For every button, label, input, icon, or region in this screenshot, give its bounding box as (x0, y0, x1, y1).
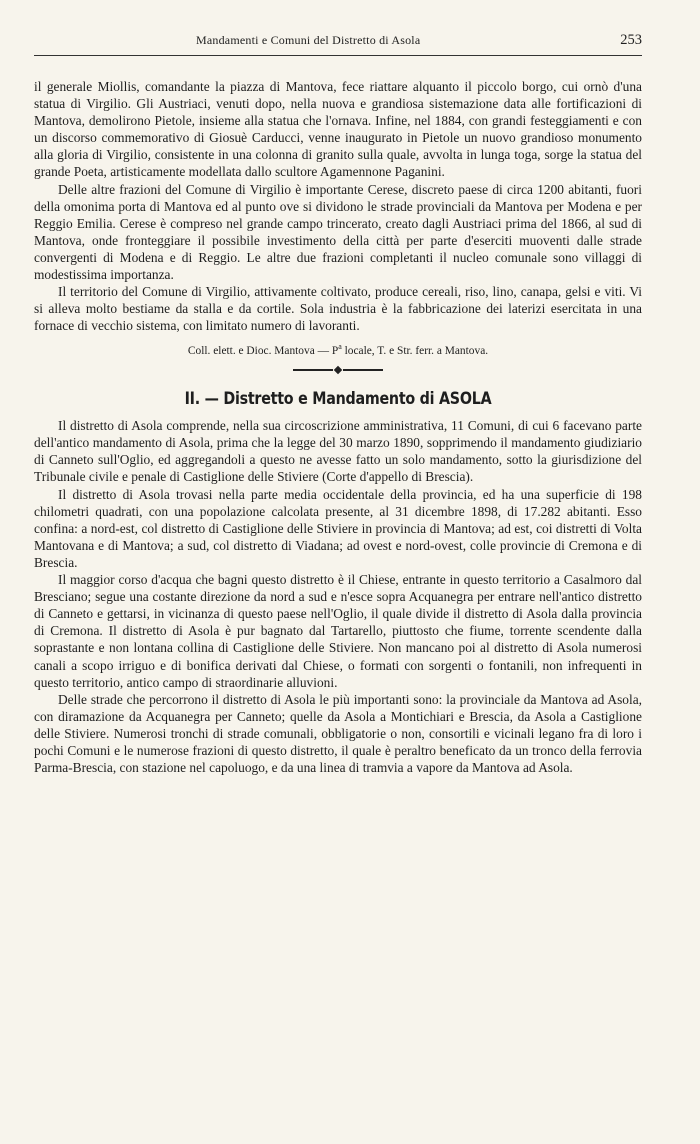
paragraph-miollis: il generale Miollis, comandante la piazza di Mantova, fece riattare alquanto il piccolo borgo, cui ornò d'una statua di Virgilio. Gli Austriaci, venuti dopo, nella nuova e grandiosa sistemazione data alle fortificazioni di Mantova, demolirono Pietole, insieme alla statua che l'ornava. Infine, nel 1884, con grandi festeggiamenti e con un discorso commemorativo di Giosuè Carducci, venne inaugurato in Pietole un nuovo grandioso monumento alla gloria di Virgilio, consistente in una colonna di granito sulla quale, avvolta in lunga toga, sorge la statua del grande Poeta, artisticamente modellata dallo scultore Agamennone Paganini. (34, 79, 642, 180)
electoral-note-text: Coll. elett. e Dioc. Mantova — P (187, 345, 339, 358)
page-header (34, 32, 642, 56)
paragraph-strade: Delle strade che percorrono il distretto di Asola le più importanti sono: la provinciale da Mantova ad Asola, con diramazione da Acquanegra per Canneto; quelle da Asola a Montichiari e Brescia, da Asola a Castiglione delle Stiviere. Numerosi tronchi di strade comunali, obbligatorie o non, consortili e vicinali legano fra di loro i pochi Comuni e le numerose frazioni di questo distretto, il quale è peraltro beneficato da un tronco della ferrovia Parma-Brescia, con stazione nel capoluogo, e da una linea di tramvia a vapore da Mantova ad Asola. (34, 691, 642, 776)
page-number: 253 (620, 32, 642, 48)
paragraph-cerese: Delle altre frazioni del Comune di Virgilio è importante Cerese, discreto paese di circa 1200 abitanti, fuori della omonima porta di Mantova ed al punto ove si dividono le strade provinciali da Mantova per Modena e per Reggio Emilia. Cerese è compreso nel grande campo trincerato, creato dagli Austriaci prima del 1866, al sud di Mantova, onde fronteggiare il possibile investimento della città per parte d'eserciti muoventi dalle strade convergenti di Modena e di Reggio. Le altre due frazioni completanti il nucleo comunale sono villaggi di modestissima importanza. (34, 181, 642, 283)
section-heading: II. — Distretto e Mandamento di ASOLA (184, 389, 492, 410)
running-title: Mandamenti e Comuni del Distretto di Asola (196, 33, 421, 47)
electoral-note (34, 339, 642, 359)
electoral-note-superscript: a (338, 342, 342, 352)
section-ornament (34, 365, 642, 375)
electoral-note-text-end: locale, T. e Str. ferr. a Mantova. (341, 345, 489, 358)
book-page (34, 32, 642, 776)
paragraph-territorio-virgilio: Il territorio del Comune di Virgilio, attivamente coltivato, produce cereali, riso, lino, canapa, gelsi e viti. Vi si alleva molto bestiame da stalla e da cortile. Sola industria è la fabbricazione dei laterizi esercitata in una fornace di vecchio sistema, con limitato numero di lavoranti. (34, 284, 642, 334)
paragraph-posizione-confini: Il distretto di Asola trovasi nella parte media occidentale della provincia, ed ha una superficie di 198 chilometri quadrati, con una popolazione calcolata presente, al 31 dicembre 1898, di 17.282 abitanti. Esso confina: a nord-est, col distretto di Castiglione delle Stiviere in provincia di Mantova; ad est, coi distretti di Volta Mantovana e di Mantova; a sud, col distretto di Viadana; ad ovest e nord-ovest, colle provincie di Cremona e di Brescia. (34, 486, 642, 570)
paragraph-distretto-comprende: Il distretto di Asola comprende, nella sua circoscrizione amministrativa, 11 Comuni, di cui 6 facevano parte dell'antico mandamento di Asola, prima che la legge del 30 marzo 1890, sopprimendo il mandamento giudiziario di Canneto sull'Oglio, ed aggregandoli a questo ne avesse fatto un solo mandamento, sotto la giurisdizione del Tribunale civile e penale di Castiglione delle Stiviere (Corte d'appello di Brescia). (34, 418, 642, 485)
paragraph-corsi-acqua: Il maggior corso d'acqua che bagni questo distretto è il Chiese, entrante in questo territorio a Casalmoro dal Bresciano; segue una costante direzione da nord a sud e n'esce sopra Acquanegra per entrare nell'antico distretto di Canneto e gettarsi, in vicinanza di questo paese nell'Oglio, il quale divide il distretto di Asola dalla provincia di Cremona. Il distretto di Asola è pur bagnato dal Tartarello, piuttosto che fiume, torrente scendente dalla soprastante e non lontana collina di Castiglione delle Stiviere. Non mancano poi al distretto di Asola numerosi canali a scopo irriguo e di bonifica derivati dal Chiese, o formati con sorgenti o fontanili, non infrequenti in questo territorio, antico campo di straordinarie alluvioni. (34, 572, 642, 690)
